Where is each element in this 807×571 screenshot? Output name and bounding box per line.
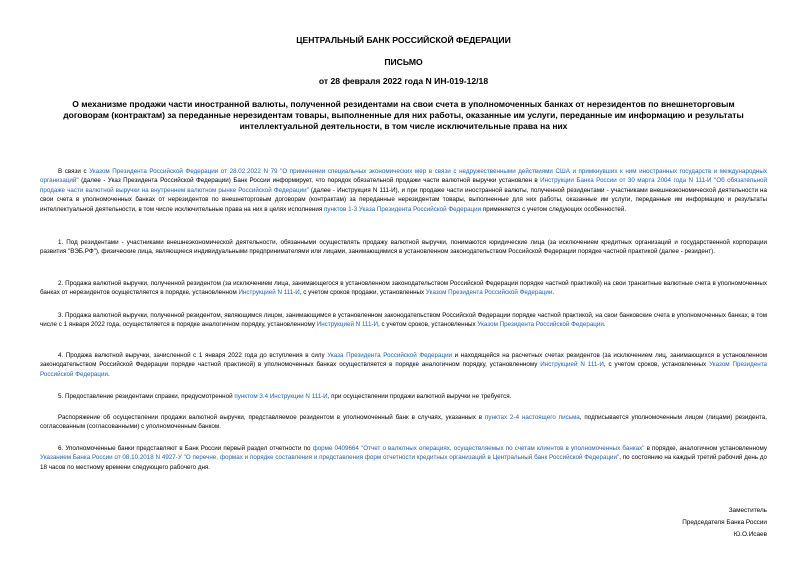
text: 5. Предоставление резидентами справки, предусмотренной <box>58 393 235 400</box>
link-decree-points-1-3[interactable]: пунктов 1-3 Указа Президента Российской Федерации <box>324 205 482 213</box>
text: , с учетом сроков продажи, установленных <box>299 289 426 297</box>
link-instruction-111i[interactable]: Инструкцией N 111-И <box>238 289 300 297</box>
text: , с учетом сроков, установленных <box>378 321 478 329</box>
link-instruction-point-3-4[interactable]: пунктом 3.4 Инструкции N 111-И <box>234 393 328 400</box>
text: 2. Продажа валютной выручки, полученной резидентом (за исключением лица, занимающегося в установленном законодательством Российской Федерации порядке частной практикой) на свои транзитные валютные счета в уполномоченных банках от нерезидентов осуществляется в порядке, установленном <box>40 280 767 297</box>
signatory-position: Заместитель <box>728 507 767 514</box>
link-presidential-decree[interactable]: Указом Президента Российской Федерации <box>477 321 604 329</box>
paragraph-4 <box>40 351 767 379</box>
text: , с учетом сроков, установленных <box>603 361 710 369</box>
issuer-title: ЦЕНТРАЛЬНЫЙ БАНК РОССИЙСКОЙ ФЕДЕРАЦИИ <box>296 35 511 45</box>
paragraph-1 <box>40 238 767 257</box>
text: применяется с учетом следующих особенностей. <box>481 205 627 213</box>
link-ordinance-4927u[interactable]: Указанием Банка России от 08.10.2018 N 4927-У "О перечне, формах и порядке составления и представления форм отчетности кредитных организаций в Центральный банк Российской Федерации" <box>40 454 620 462</box>
text: (далее - Инструкция N 111-И), и при продаже части иностранной валюты, полученной резидентами - участниками внешнеэкономической деятельности на свои счета в уполномоченных банках от нерезидентов по внешнеторговым договорам (контрактам) за переданные нерезидентам товары, выполненные для них работы, оказанные им услуги, переданные им информацию и результаты интеллектуальной деятельности, в том числе исключительные права на них в целях исполнения <box>40 186 767 213</box>
text: , подписывается уполномоченным лицом (лицами) резидента, согласованным (согласованными) с уполномоченным банком. <box>40 414 767 431</box>
text: В связи с <box>58 168 90 175</box>
document-subject: О механизме продажи части иностранной валюты, полученной резидентами на свои счета в уполномоченных банках от нерезидентов по внешнеторговым договорам (контрактам) за переданные нерезидентам товары, выполненные для них работы, оказанные им услуги, переданные им информацию и результаты интеллектуальной деятельности, в том числе исключительные права на них <box>63 99 744 131</box>
text: в порядке, аналогичном установленному <box>644 445 767 452</box>
signatory-name: Ю.О.Исаев <box>733 531 767 538</box>
text: , при осуществлении продажи валютной выручки не требуется. <box>327 393 512 400</box>
link-presidential-decree[interactable]: Указом Президента Российской Федерации <box>40 361 768 378</box>
text: Распоряжение об осуществлении продажи валютной выручки, представляемое резидентом в уполномоченный банк в случаях, указанных в <box>58 414 485 421</box>
text: , по состоянию на каждый третий рабочий день до 18 часов по местному времени следующего рабочего дня. <box>40 454 767 471</box>
text: 3. Продажа валютной выручки, полученной резидентом, являющимся лицом, занимающимся в установленном законодательством Российской Федерации порядке частной практикой, на свои банковские счета в уполномоченных банках, в том числе с 1 января 2022 года, осуществляется в порядке аналогичном порядку, установленному <box>40 312 767 329</box>
paragraph-2 <box>40 279 767 298</box>
text: . <box>603 321 606 329</box>
link-presidential-decree[interactable]: Указа Президента Российской Федерации <box>327 352 453 359</box>
paragraph-5 <box>40 392 767 401</box>
document-date-number: от 28 февраля 2022 года N ИН-019-12/18 <box>318 76 489 86</box>
text: . <box>107 370 110 378</box>
link-points-2-4-letter[interactable]: пунктах 2-4 настоящего письма <box>484 414 580 421</box>
paragraph-intro <box>40 167 767 214</box>
paragraph-3 <box>40 311 767 330</box>
text: 6. Уполномоченные банки представляют в Банк России первый раздел отчетности по <box>58 445 313 452</box>
link-form-0409664[interactable]: форме 0409664 "Отчет о валютных операциях, осуществляемых по счетам клиентов в уполномоченных банках" <box>312 445 645 452</box>
link-decree-79[interactable]: Указом Президента Российской Федерации от 28.02.2022 N 79 "О применении специальных экономических мер в связи с недружественными действиями США и примкнувших к ним иностранных государств и международных организаций" <box>40 168 767 185</box>
text: 4. Продажа валютной выручки, зачисленной с 1 января 2022 года до вступления в силу <box>58 352 328 359</box>
signatory-position-org: Председателя Банка России <box>682 519 767 526</box>
text: (далее - Указ Президента Российской Федерации) Банк России информирует, что порядок обязательной продажи части валютной выручки установлен в <box>78 177 541 185</box>
document-type: ПИСЬМО <box>384 57 423 67</box>
link-instruction-111i[interactable]: Инструкцией N 111-И <box>316 321 378 329</box>
paragraph-order-signature <box>40 413 767 432</box>
text: и находящейся на расчетных счетах резидентов (за исключением лиц, занимающихся в установленном законодательством Российской Федерации порядке частной практикой) в уполномоченных банках осуществляется в порядке аналогичном порядку, установленному <box>40 352 767 369</box>
link-presidential-decree[interactable]: Указом Президента Российской Федерации <box>425 289 553 297</box>
link-instruction-111i[interactable]: Инструкцией N 111-И <box>540 361 604 369</box>
text: . <box>552 289 555 297</box>
text: 1. Под резидентами - участниками внешнеэкономической деятельности, обязанными осуществлять продажу валютной выручки, понимаются юридические лица (за исключением кредитных организаций и государственной корпорации развития "ВЭБ.РФ"), физические лица, являющиеся индивидуальными предпринимателями или лицами, занимающимися в установленном законодательством Российской Федерации порядке частной практикой (далее - резидент). <box>40 239 767 256</box>
link-instruction-111i[interactable]: Инструкции Банка России от 30 марта 2004 года N 111-И "Об обязательной продаже части валютной выручки на внутреннем валютном рынке Российской Федерации" <box>40 177 767 194</box>
paragraph-6 <box>40 444 767 472</box>
